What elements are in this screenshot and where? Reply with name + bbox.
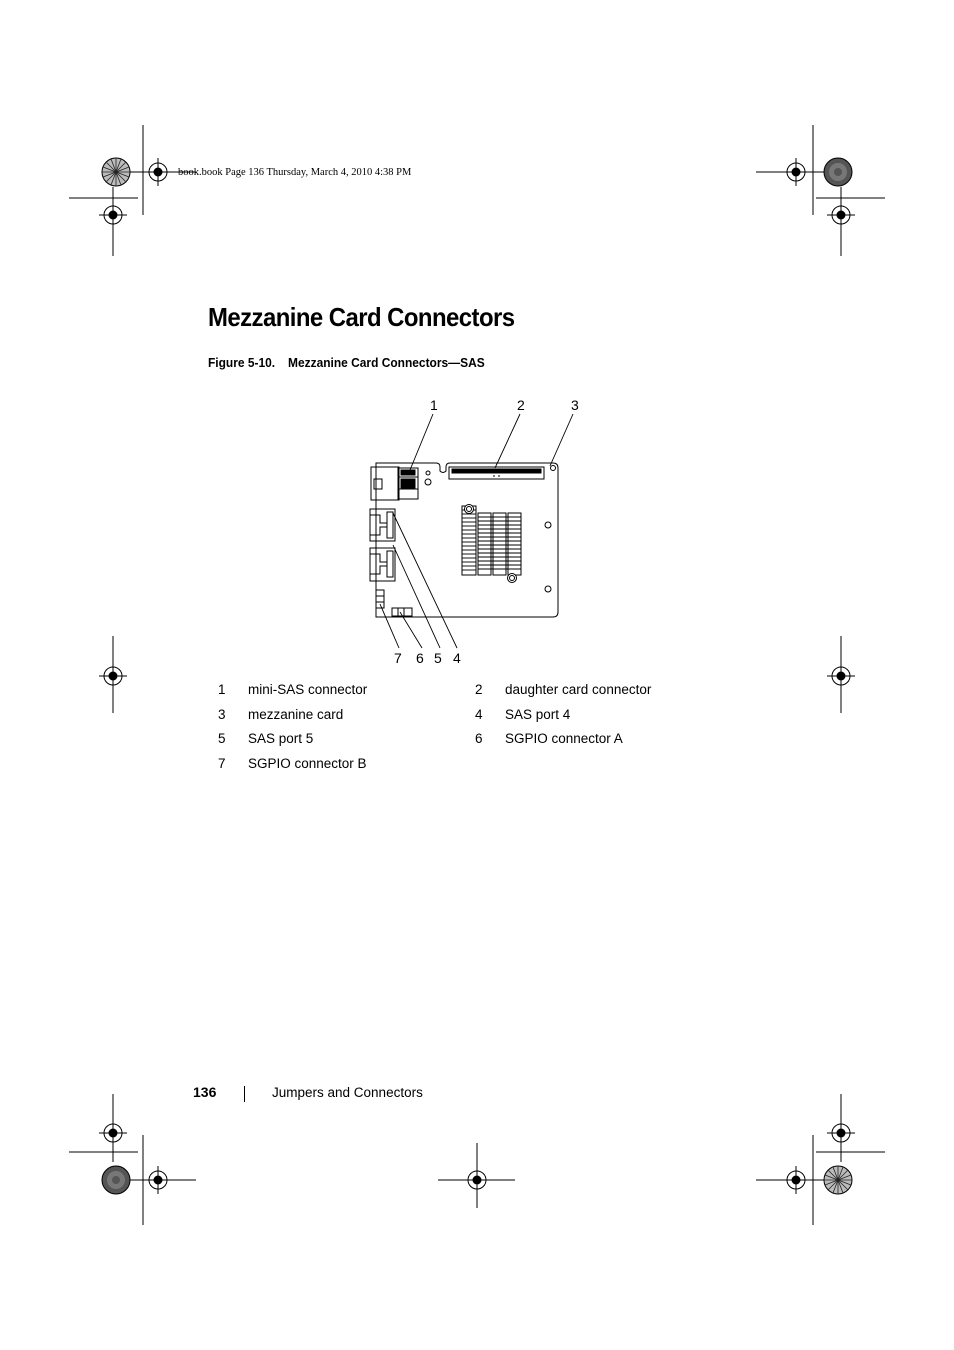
callout-6: 6 <box>416 650 424 666</box>
mezzanine-card-diagram <box>340 390 600 675</box>
legend-text: SGPIO connector A <box>505 731 623 746</box>
legend-number: 2 <box>475 682 483 697</box>
legend-number: 6 <box>475 731 483 746</box>
legend-text: daughter card connector <box>505 682 652 697</box>
callout-4: 4 <box>453 650 461 666</box>
legend-text: mini-SAS connector <box>248 682 368 697</box>
sas-port-4 <box>370 509 395 541</box>
callout-1: 1 <box>430 397 438 413</box>
daughter-card-connector <box>449 467 544 479</box>
legend-number: 4 <box>475 706 483 722</box>
heatsink <box>462 505 521 583</box>
print-slug: book.book Page 136 Thursday, March 4, 2010 4:38 PM <box>178 167 412 178</box>
figure-label: Figure 5-10. <box>208 355 276 370</box>
page-number: 136 <box>193 1084 217 1100</box>
legend-text: SGPIO connector B <box>248 755 367 771</box>
legend-text: SAS port 4 <box>505 706 571 722</box>
mini-sas-connector <box>371 467 431 500</box>
legend-number: 1 <box>218 682 226 697</box>
sas-port-5 <box>370 548 395 581</box>
callout-7: 7 <box>394 650 402 666</box>
callout-3: 3 <box>571 397 579 413</box>
legend-text: SAS port 5 <box>248 731 314 746</box>
footer-divider <box>244 1086 245 1102</box>
callout-2: 2 <box>517 397 525 413</box>
figure-caption <box>208 355 485 370</box>
legend-number: 7 <box>218 755 226 771</box>
footer-section-name: Jumpers and Connectors <box>272 1085 423 1100</box>
legend-number: 5 <box>218 731 226 746</box>
page-title: Mezzanine Card Connectors <box>208 302 515 332</box>
callout-5: 5 <box>434 650 442 666</box>
legend-number: 3 <box>218 706 226 722</box>
figure-title: Mezzanine Card Connectors—SAS <box>288 355 485 370</box>
legend-text: mezzanine card <box>248 706 344 722</box>
sgpio-connector-b <box>376 590 384 608</box>
